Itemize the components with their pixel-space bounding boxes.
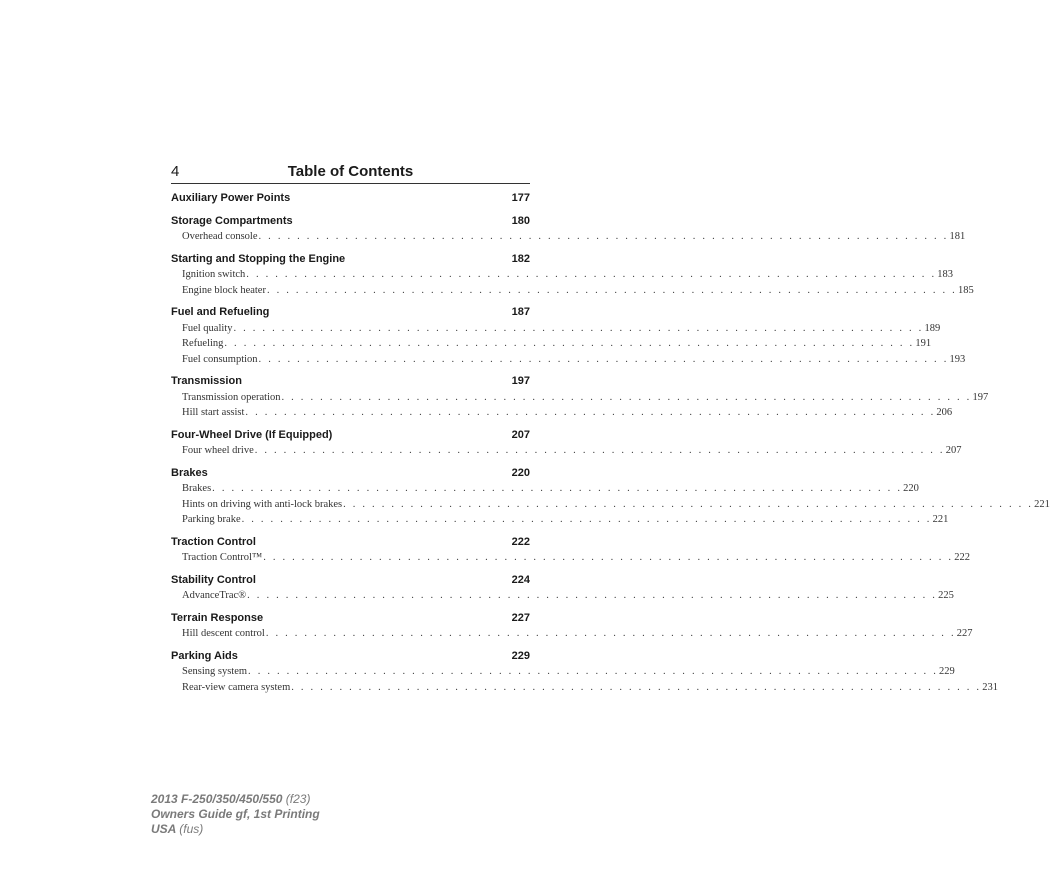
toc-section-page: 197 [511, 375, 530, 387]
footer-model-code: (f23) [285, 792, 311, 806]
toc-entry-label: Refueling [182, 338, 224, 349]
toc-entry-label: Fuel quality [182, 322, 233, 334]
dot-leader: . . . . . . . . . . . . . . . . . . . . . . . . . . . . . . . . . . . . . . . . . . . . . . . . . . . . . . . . . . . . . . . . . . . . . . . . [254, 445, 945, 456]
toc-section-row[interactable] [171, 374, 530, 390]
toc-section-page: 227 [511, 611, 530, 624]
dot-leader: . . . . . . . . . . . . . . . . . . . . . . . . . . . . . . . . . . . . . . . . . . . . . . . . . . . . . . . . . . . . . . . . . . . . . . . . [258, 231, 949, 242]
toc-entry-page: 231 [982, 681, 998, 693]
toc-entry-page: 183 [937, 269, 954, 280]
dot-leader: . . . . . . . . . . . . . . . . . . . . . . . . . . . . . . . . . . . . . . . . . . . . . . . . . . . . . . . . . . . . . . . . . . . . . . . . [343, 498, 1034, 510]
dot-leader: . . . . . . . . . . . . . . . . . . . . . . . . . . . . . . . . . . . . . . . . . . . . . . . . . . . . . . . . . . . . . . . . . . . . . . . . [266, 284, 957, 296]
dot-leader: . . . . . . . . . . . . . . . . . . . . . . . . . . . . . . . . . . . . . . . . . . . . . . . . . . . . . . . . . . . . . . . . . . . . . . . . [233, 322, 924, 334]
toc-entry-label: Parking brake [182, 514, 241, 525]
toc-section-title: Four-Wheel Drive (If Equipped) [171, 428, 333, 441]
toc-entry-label: Traction Control™ [182, 552, 263, 563]
toc-section-page: 180 [511, 214, 530, 227]
dot-leader: . . . . . . . . . . . . . . . . . . . . . . . . . . . . . . . . . . . . . . . . . . . . . . . . . . . . . . . . . . . . . . . . . . . . . . . . [246, 269, 937, 280]
toc-section-row[interactable] [171, 305, 530, 321]
dot-leader: . . . . . . . . . . . . . . . . . . . . . . . . . . . . . . . . . . . . . . . . . . . . . . . . . . . . . . . . . . . . . . . . . . . . . . . . [247, 590, 938, 601]
toc-section [171, 191, 530, 207]
toc-entry[interactable] [171, 626, 973, 642]
toc-section [171, 305, 966, 367]
toc-section [171, 611, 973, 642]
toc-entry[interactable] [171, 405, 953, 421]
toc-section-title: Auxiliary Power Points [171, 192, 291, 204]
toc-section [171, 374, 989, 421]
toc-section-title: Terrain Response [171, 611, 264, 624]
dot-leader: . . . . . . . . . . . . . . . . . . . . . . . . . . . . . . . . . . . . . . . . . . . . . . . . . . . . . . . . . . . . . . . . . . . . . . . . [265, 628, 956, 639]
toc-section-page: 187 [511, 306, 530, 318]
toc-entry[interactable] [171, 336, 932, 352]
page-number: 4 [171, 163, 180, 180]
page-title: Table of Contents [287, 163, 414, 180]
toc-section-row[interactable] [171, 191, 530, 207]
toc-section-title: Starting and Stopping the Engine [171, 252, 346, 265]
toc-section [171, 535, 970, 566]
toc-section-title: Transmission [171, 375, 242, 387]
toc-section [171, 649, 998, 696]
toc-section-title: Fuel and Refueling [171, 306, 270, 318]
toc-entry-page: 229 [939, 666, 955, 677]
toc-entry-label: Fuel consumption [182, 353, 258, 365]
footer-line-region [151, 822, 320, 837]
toc-entry[interactable] [171, 664, 955, 680]
toc-entry-page: 221 [1034, 498, 1050, 510]
toc-entry-label: Overhead console [182, 231, 258, 242]
toc-section-page: 220 [511, 466, 530, 479]
toc-entry-page: 225 [938, 590, 954, 601]
toc-entry[interactable] [171, 390, 989, 406]
toc-section-row[interactable] [171, 214, 530, 230]
dot-leader: . . . . . . . . . . . . . . . . . . . . . . . . . . . . . . . . . . . . . . . . . . . . . . . . . . . . . . . . . . . . . . . . . . . . . . . . [291, 681, 982, 693]
toc-entry[interactable] [171, 680, 998, 696]
table-of-contents [171, 191, 1050, 702]
dot-leader: . . . . . . . . . . . . . . . . . . . . . . . . . . . . . . . . . . . . . . . . . . . . . . . . . . . . . . . . . . . . . . . . . . . . . . . . [258, 353, 949, 365]
toc-section-page: 182 [511, 252, 530, 265]
toc-entry-page: 220 [903, 483, 919, 494]
toc-entry-label: Engine block heater [182, 284, 266, 296]
dot-leader: . . . . . . . . . . . . . . . . . . . . . . . . . . . . . . . . . . . . . . . . . . . . . . . . . . . . . . . . . . . . . . . . . . . . . . . . [241, 514, 932, 525]
toc-entry-page: 191 [915, 338, 932, 349]
toc-entry-page: 193 [949, 353, 966, 365]
toc-entry-label: Transmission operation [182, 391, 281, 403]
toc-entry[interactable] [171, 481, 919, 497]
toc-entry[interactable] [171, 550, 970, 566]
toc-section-title: Traction Control [171, 535, 256, 548]
toc-entry[interactable] [171, 267, 954, 283]
toc-section-title: Storage Compartments [171, 214, 293, 227]
toc-entry[interactable] [171, 443, 962, 459]
footer-model: 2013 F-250/350/450/550 [151, 792, 283, 806]
toc-entry-label: Four wheel drive [182, 445, 254, 456]
toc-section-page: 229 [511, 649, 530, 662]
toc-section-row[interactable] [171, 535, 530, 551]
page-header [171, 161, 530, 184]
toc-entry[interactable] [171, 283, 974, 299]
footer-line-model [151, 792, 320, 807]
toc-entry[interactable] [171, 321, 941, 337]
toc-entry[interactable] [171, 497, 1050, 513]
toc-entry-page: 185 [957, 284, 974, 296]
toc-entry-page: 206 [936, 407, 953, 418]
toc-entry-page: 207 [945, 445, 962, 456]
toc-entry-page: 197 [972, 391, 989, 403]
toc-entry-label: Brakes [182, 483, 212, 494]
toc-section [171, 214, 966, 245]
footer [151, 792, 320, 837]
dot-leader: . . . . . . . . . . . . . . . . . . . . . . . . . . . . . . . . . . . . . . . . . . . . . . . . . . . . . . . . . . . . . . . . . . . . . . . . [281, 391, 972, 403]
toc-entry-page: 222 [954, 552, 970, 563]
toc-entry[interactable] [171, 588, 954, 604]
toc-section [171, 466, 1050, 528]
toc-section-page: 177 [511, 192, 530, 204]
toc-entry-page: 227 [956, 628, 973, 639]
toc-entry-label: Rear-view camera system [182, 681, 291, 693]
toc-entry[interactable] [171, 512, 949, 528]
toc-section-row[interactable] [171, 428, 530, 444]
toc-section-page: 207 [511, 428, 530, 441]
toc-section-row[interactable] [171, 252, 530, 268]
dot-leader: . . . . . . . . . . . . . . . . . . . . . . . . . . . . . . . . . . . . . . . . . . . . . . . . . . . . . . . . . . . . . . . . . . . . . . . . [245, 407, 936, 418]
toc-entry[interactable] [171, 352, 966, 368]
footer-region: USA [151, 822, 176, 836]
toc-section-row[interactable] [171, 466, 530, 482]
toc-section [171, 428, 962, 459]
toc-entry-label: Hints on driving with anti-lock brakes [182, 498, 343, 510]
toc-section-row[interactable] [171, 649, 530, 665]
footer-region-code: (fus) [179, 822, 204, 836]
toc-entry-page: 221 [932, 514, 949, 525]
toc-entry-label: Hill start assist [182, 407, 245, 418]
toc-section-title: Parking Aids [171, 649, 238, 662]
dot-leader: . . . . . . . . . . . . . . . . . . . . . . . . . . . . . . . . . . . . . . . . . . . . . . . . . . . . . . . . . . . . . . . . . . . . . . . . [224, 338, 915, 349]
toc-entry-page: 189 [924, 322, 941, 334]
toc-section [171, 573, 954, 604]
toc-section-title: Stability Control [171, 573, 256, 586]
dot-leader: . . . . . . . . . . . . . . . . . . . . . . . . . . . . . . . . . . . . . . . . . . . . . . . . . . . . . . . . . . . . . . . . . . . . . . . . [263, 552, 954, 563]
toc-entry-label: Sensing system [182, 666, 248, 677]
toc-section [171, 252, 974, 299]
toc-section-row[interactable] [171, 611, 530, 627]
toc-entry-label: Ignition switch [182, 269, 246, 280]
toc-section-page: 224 [511, 573, 530, 586]
toc-section-page: 222 [511, 535, 530, 548]
toc-entry[interactable] [171, 229, 966, 245]
dot-leader: . . . . . . . . . . . . . . . . . . . . . . . . . . . . . . . . . . . . . . . . . . . . . . . . . . . . . . . . . . . . . . . . . . . . . . . . [248, 666, 939, 677]
dot-leader: . . . . . . . . . . . . . . . . . . . . . . . . . . . . . . . . . . . . . . . . . . . . . . . . . . . . . . . . . . . . . . . . . . . . . . . . [212, 483, 903, 494]
toc-section-title: Brakes [171, 466, 208, 479]
toc-section-row[interactable] [171, 573, 530, 589]
toc-entry-label: Hill descent control [182, 628, 265, 639]
toc-entry-page: 181 [949, 231, 966, 242]
toc-entry-label: AdvanceTrac® [182, 590, 247, 601]
footer-line-printing: Owners Guide gf, 1st Printing [151, 807, 320, 821]
